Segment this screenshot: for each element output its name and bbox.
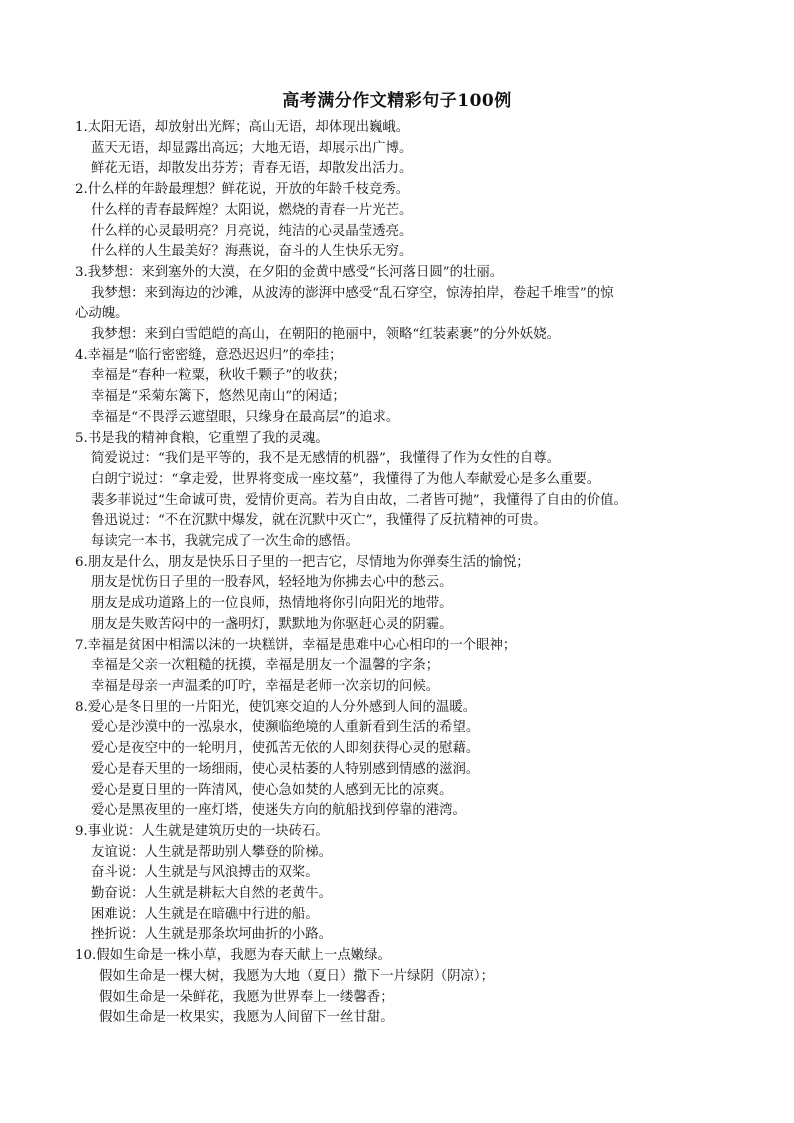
paragraph-line: 假如生命是一朵鲜花，我愿为世界奉上一缕馨香； [99,989,394,1005]
paragraph-line: 鲁迅说过：“不在沉默中爆发，就在沉默中灭亡”，我懂得了反抗精神的可贵。 [91,513,547,529]
paragraph-line: 幸福是母亲一声温柔的叮咛，幸福是老师一次亲切的问候。 [91,678,440,694]
paragraph-line: 爱心是夜空中的一轮明月，使孤苦无依的人即刻获得心灵的慰藉。 [91,741,480,757]
paragraph-line: 简爱说过：“我们是平等的，我不是无感情的机器”，我懂得了作为女性的自尊。 [91,451,560,467]
paragraph-line: 我梦想：来到白雪皑皑的高山，在朝阳的艳丽中，领略“红装素裹”的分外妖娆。 [91,327,560,343]
paragraph-line: 挫折说：人生就是那条坎坷曲折的小路。 [91,927,333,943]
paragraph-line: 6.朋友是什么，朋友是快乐日子里的一把吉它，尽情地为你弹奏生活的愉悦； [75,554,530,570]
paragraph-line: 心动魄。 [75,306,129,322]
paragraph-line: 幸福是“春种一粒粟，秋收千颗子”的收获； [91,368,346,384]
paragraph-line: 爱心是黑夜里的一座灯塔，使迷失方向的航船找到停靠的港湾。 [91,803,466,819]
paragraph-line: 9.事业说：人生就是建筑历史的一块砖石。 [75,823,329,839]
paragraph-line: 勤奋说：人生就是耕耘大自然的老黄牛。 [91,886,333,902]
paragraph-line: 奋斗说：人生就是与风浪搏击的双桨。 [91,865,319,881]
paragraph-line: 朋友是忧伤日子里的一股春风，轻轻地为你拂去心中的愁云。 [91,575,453,591]
paragraph-line: 友谊说：人生就是帮助别人攀登的阶梯。 [91,844,333,860]
document-title: 高考满分作文精彩句子100例 [282,91,512,111]
paragraph-line: 朋友是成功道路上的一位良师，热情地将你引向阳光的地带。 [91,596,453,612]
passage-2 [75,180,743,263]
paragraph-line: 幸福是“采菊东篱下，悠然见南山”的闲适； [91,389,346,405]
paragraph-line: 鲜花无语，却散发出芬芳；青春无语，却散发出活力。 [91,161,413,177]
paragraph-line: 爱心是夏日里的一阵清风，使心急如焚的人感到无比的凉爽。 [91,782,453,798]
paragraph-line: 5.书是我的精神食粮，它重塑了我的灵魂。 [75,430,329,446]
paragraph-line: 白朗宁说过：“拿走爱，世界将变成一座坟墓”，我懂得了为他人奉献爱心是多么重要。 [91,471,601,487]
paragraph-line: 8.爱心是冬日里的一片阳光，使饥寒交迫的人分外感到人间的温暖。 [75,699,477,715]
passage-8 [75,698,743,822]
passage-3 [75,263,743,346]
paragraph-line: 幸福是“不畏浮云遮望眼，只缘身在最高层”的追求。 [91,409,400,425]
paragraph-line: 10.假如生命是一株小草，我愿为春天献上一点嫩绿。 [75,948,391,964]
paragraph-line: 朋友是失败苦闷中的一盏明灯，默默地为你驱赶心灵的阴霾。 [91,616,453,632]
paragraph-line: 幸福是父亲一次粗糙的抚摸，幸福是朋友一个温馨的字条； [91,658,440,674]
document-body [75,118,743,1029]
paragraph-line: 假如生命是一枚果实，我愿为人间留下一丝甘甜。 [99,1010,394,1026]
paragraph-line: 蓝天无语，却显露出高远；大地无语，却展示出广博。 [91,140,413,156]
passage-9 [75,822,743,946]
paragraph-line: 我梦想：来到海边的沙滩，从波涛的澎湃中感受“乱石穿空，惊涛拍岸，卷起千堆雪”的惊 [91,285,614,301]
paragraph-line: 每读完一本书，我就完成了一次生命的感悟。 [91,534,359,550]
paragraph-line: 困难说：人生就是在暗礁中行进的船。 [91,906,319,922]
passage-4 [75,346,743,429]
paragraph-line: 裴多菲说过“生命诚可贵，爱情价更高。若为自由故，二者皆可抛”，我懂得了自由的价值。 [91,492,627,508]
paragraph-line: 4.幸福是“临行密密缝，意恐迟迟归”的牵挂； [75,347,343,363]
passage-10 [75,946,743,1029]
paragraph-line: 2.什么样的年龄最理想？鲜花说，开放的年龄千枝竞秀。 [75,182,410,198]
paragraph-line: 什么样的人生最美好？海燕说，奋斗的人生快乐无穷。 [91,244,413,260]
paragraph-line: 3.我梦想：来到塞外的大漠，在夕阳的金黄中感受“长河落日圆”的壮丽。 [75,264,504,280]
paragraph-line: 爱心是沙漠中的一泓泉水，使濒临绝境的人重新看到生活的希望。 [91,720,480,736]
paragraph-line: 爱心是春天里的一场细雨，使心灵枯萎的人特别感到情感的滋润。 [91,761,480,777]
passage-7 [75,636,743,698]
paragraph-line: 7.幸福是贫困中相濡以沫的一块糕饼，幸福是患难中心心相印的一个眼神； [75,637,517,653]
paragraph-line: 1.太阳无语，却放射出光辉；高山无语，却体现出巍峨。 [75,120,410,135]
paragraph-line: 假如生命是一棵大树，我愿为大地（夏日）撒下一片绿阴（阴凉）； [99,968,495,984]
passage-6 [75,553,743,636]
paragraph-line: 什么样的心灵最明亮？月亮说，纯洁的心灵晶莹透亮。 [91,223,413,239]
paragraph-line: 什么样的青春最辉煌？太阳说，燃烧的青春一片光芒。 [91,202,413,218]
passage-1 [75,118,743,180]
passage-5 [75,429,743,553]
